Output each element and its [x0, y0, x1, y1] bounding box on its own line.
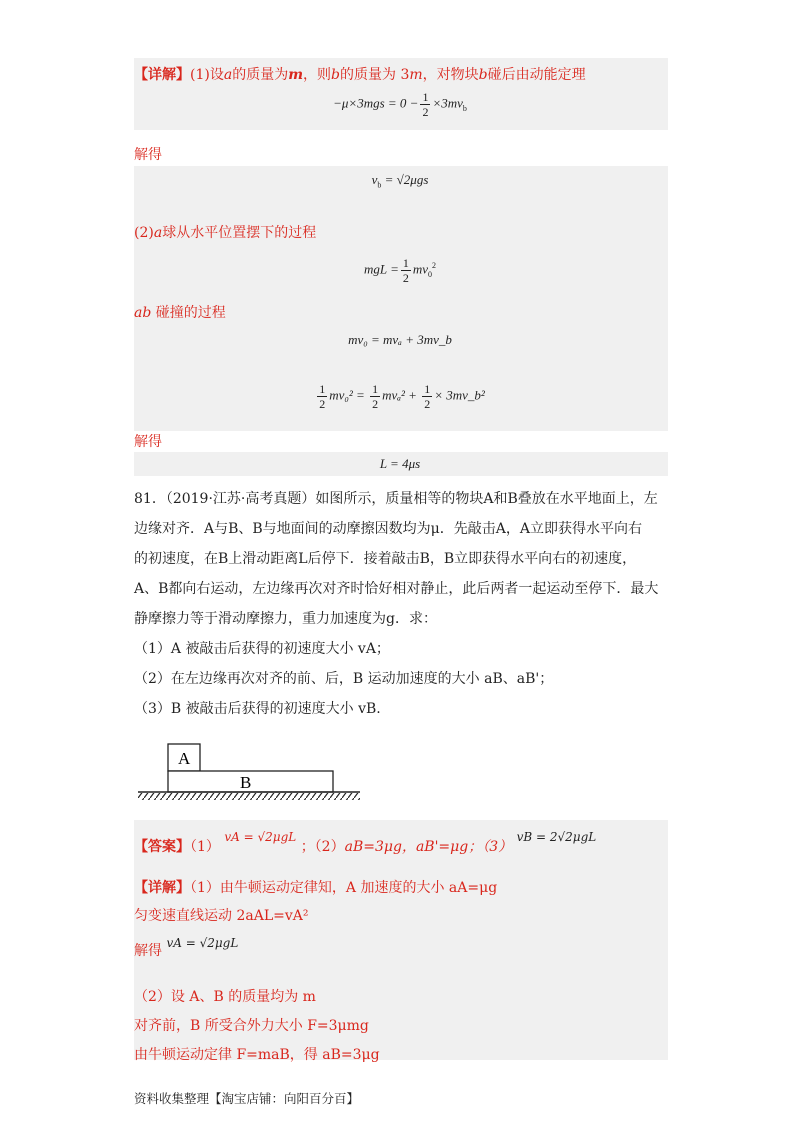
detail-line-3: 解得 vA = √2μgL [134, 936, 239, 959]
detail-line-4: （2）设 A、B 的质量均为 m [134, 989, 316, 1005]
ground-hatch [138, 793, 360, 800]
collision-label: ab 碰撞的过程 [134, 305, 226, 321]
detail-line-2: 匀变速直线运动 2aAL=vA² [134, 908, 309, 924]
problem-81-text: 81．（2019·江苏·高考真题）如图所示，质量相等的物块A和B叠放在水平地面上，左 边缘对齐．A与B、B与地面间的动摩擦因数均为μ．先敲击A，A立即获得水平向右 的初速度，在B上滑动距离L后停下．接着敲击B，B立即获得水平向右的初速度， A、B都向右运动，左边缘再次对齐时恰好相对静止，此后两者一起运动至停下．最大 静摩擦力等于滑动摩擦力，重力加速度为g．求： （1）A 被敲击后获得的初速度大小 vA； （2）在左边缘再次对齐的前、后，B 运动加速度的大小 aB、aB'； （3）B 被敲击后获得的初速度大小 vB. [134, 491, 659, 717]
detail-line-5: 对齐前，B 所受合外力大小 F=3μmg [134, 1018, 369, 1034]
solution-heading: 【详解】(1)设a的质量为m，则b的质量为 3m，对物块b碰后由动能定理 [134, 67, 586, 83]
detail-heading: 【详解】（1）由牛顿运动定律知，A 加速度的大小 aA=μg [134, 880, 498, 896]
equation-vb: $v_b = √2\mu gs$ [371, 172, 429, 190]
label-a: A [178, 749, 191, 768]
equation-momentum: mv₀ = mvₐ + 3mv_b [348, 332, 452, 347]
equation-L: L = 4μs [379, 456, 421, 471]
part2-label: (2)a球从水平位置摆下的过程 [134, 225, 317, 241]
answer-line: 【答案】（1） vA = √2μgL ；（2）aB=3μg，aB'=μg；（3） vB = 2√2μgL [134, 830, 597, 855]
label-b: B [240, 773, 252, 792]
solve-label-2: 解得 [134, 431, 668, 451]
equation-swing: mgL = $\frac{1}{2}$ $mv_0^2$ [363, 256, 437, 285]
equation-energy-collision: $\frac{1}{2}$ mv₀² = $\frac{1}{2}$ mvₐ² + $\frac{1}{2}$ × 3mv_b² [319, 382, 485, 411]
equation-energy-b: −μ×3mgs = 0 − $\frac{1}{2}$ $\times 3mv_b$ [333, 90, 467, 119]
detail-line-6: 由牛顿运动定律 F=maB，得 aB=3μg [134, 1047, 380, 1063]
blocks-diagram [138, 742, 362, 802]
solve-label-1: 解得 [134, 147, 162, 163]
page-footer: 资料收集整理【淘宝店铺：向阳百分百】 [134, 1091, 360, 1106]
